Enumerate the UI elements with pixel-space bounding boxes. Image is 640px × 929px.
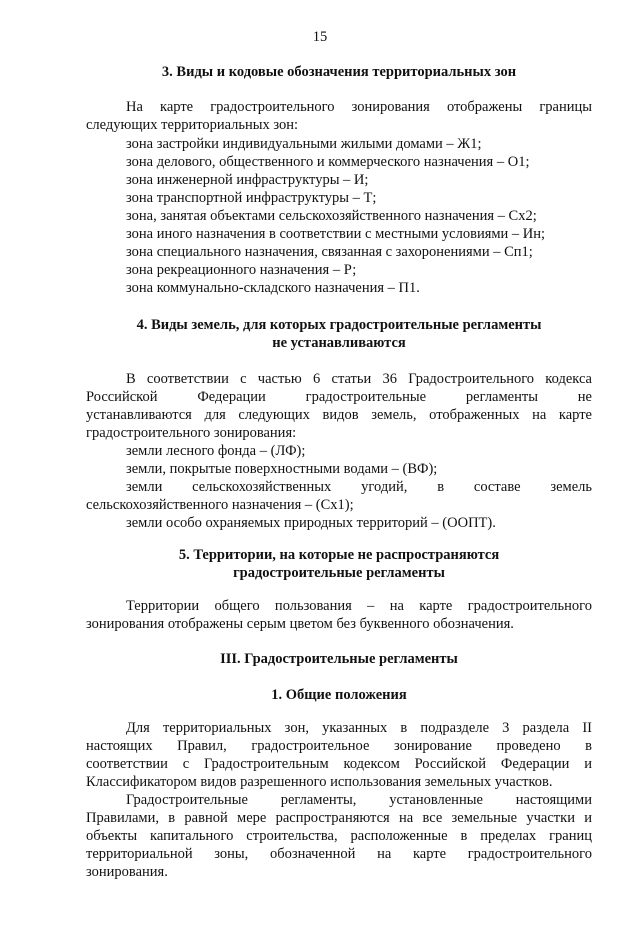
section-4-line-4: градостроительного зонирования: [86,425,297,441]
gp2-line-5: зонирования. [86,864,168,880]
section-3-intro-line-2: следующих территориальных зон: [86,117,299,133]
zone-item: зона делового, общественного и коммерческого назначения – О1; [126,154,530,170]
section-3-title: 3. Виды и кодовые обозначения территориальных зон [161,64,517,80]
section-4-line-3: устанавливаются для следующих видов земель, отображенных на карте [86,407,592,423]
general-provisions-paragraph-1 [86,719,592,791]
gp2-line-4: территориальной зоны, обозначенной на карте градостроительного [86,846,592,862]
zone-item: зона транспортной инфраструктуры – Т; [126,190,377,206]
section-5-title-line-2: градостроительные регламенты [233,565,445,581]
zone-item: зона специального назначения, связанная с захоронениями – Сп1; [126,244,533,260]
zone-item: зона инженерной инфраструктуры – И; [126,172,369,188]
section-3-intro-line-1: На карте градостроительного зонирования отображены границы [126,99,592,115]
part-iii-title: III. Градостроительные регламенты [220,651,458,667]
land-item: земли особо охраняемых природных территорий – (ООПТ). [126,515,496,531]
page-number: 15 [312,29,328,45]
general-provisions-paragraph-2 [86,791,592,881]
zone-item: зона застройки индивидуальными жилыми домами – Ж1; [126,136,482,152]
gp2-line-3: объекты капитального строительства, расположенные в пределах границ [86,828,592,844]
land-item: земли лесного фонда – (ЛФ); [126,443,306,459]
land-item: земли, покрытые поверхностными водами – (ВФ); [126,461,438,477]
zone-item: зона, занятая объектами сельскохозяйственного назначения – Сх2; [126,208,537,224]
zone-item: зона иного назначения в соответствии с местными условиями – Ин; [126,226,546,242]
land-item-agricultural [86,478,592,514]
section-4-title-line-1: 4. Виды земель, для которых градостроительные регламенты [136,317,542,333]
zone-item: зона коммунально-складского назначения – П1. [126,280,420,296]
gp1-line-1: Для территориальных зон, указанных в подразделе 3 раздела II [126,720,592,736]
land-item-agricultural-line-2: сельскохозяйственного назначения – (Сх1); [86,497,354,513]
zone-item: зона рекреационного назначения – Р; [126,262,357,278]
land-item-agricultural-line-1: земли сельскохозяйственных угодий, в составе земель [126,479,592,495]
general-provisions-title: 1. Общие положения [271,687,407,703]
gp1-line-2: настоящих Правил, градостроительное зонирование проведено в [86,738,592,754]
section-5-title [86,546,592,582]
section-4-title [86,316,592,352]
section-5-line-1: Территории общего пользования – на карте градостроительного [126,598,592,614]
section-5-paragraph [86,597,592,633]
section-4-line-2: Российской Федерации градостроительные регламенты не [86,389,592,405]
section-4-paragraph [86,370,592,442]
section-5-line-2: зонирования отображены серым цветом без буквенного обозначения. [86,616,514,632]
section-4-title-line-2: не устанавливаются [272,335,406,351]
section-5-title-line-1: 5. Территории, на которые не распространяются [178,547,500,563]
gp1-line-4: Классификатором видов разрешенного использования земельных участков. [86,774,553,790]
section-4-line-1: В соответствии с частью 6 статьи 36 Градостроительного кодекса [126,371,592,387]
section-3-intro [86,98,592,134]
gp2-line-1: Градостроительные регламенты, установленные настоящими [126,792,592,808]
gp2-line-2: Правилами, в равной мере распространяются на все земельные участки и [86,810,592,826]
gp1-line-3: соответствии с Градостроительным кодексом Российской Федерации и [86,756,592,772]
